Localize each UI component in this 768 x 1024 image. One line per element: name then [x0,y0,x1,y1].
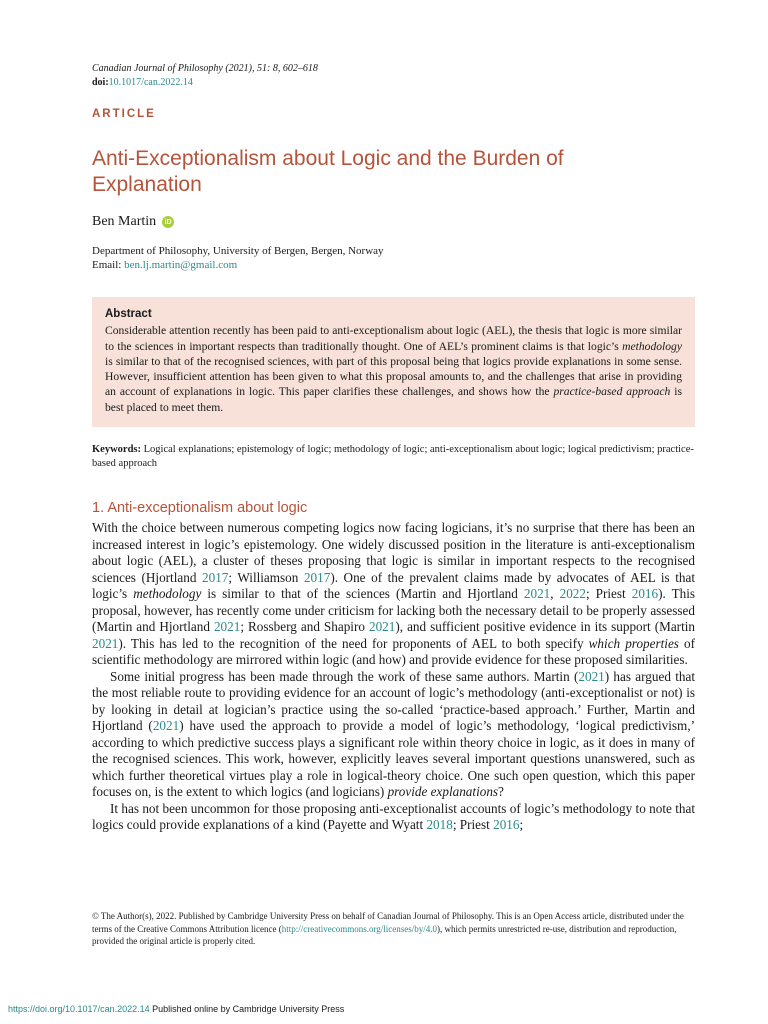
text: ) has argued that the most reliable route to providing evidence for an account of logic’s methodology (anti-exceptionalist or not) is by looking in detail at logician’s practice using the so-called ‘practice-based approach.’ Further, Martin and Hjortland ( [92,668,695,733]
paragraph-1 [92,520,695,669]
text: ). This has led to the recognition of the need for proponents of AEL to both specify [118,635,589,651]
license-link[interactable]: http://creativecommons.org/licenses/by/4.0 [281,923,438,934]
abstract-text-part: is similar to that of the recognised sciences, with part of this proposal being that logics provide explanations in some sense. However, insufficient attention has been given to what this proposal amounts to, and the challenges that arise in providing an account of explanations in logic. This paper clarifies these challenges, and shows how the [105,354,682,399]
citation-link[interactable]: 2021 [578,668,605,684]
citation-link[interactable]: 2021 [523,586,551,601]
text: , [550,586,560,601]
citation-link[interactable]: 2021 [92,635,119,651]
paragraph-3 [92,801,695,834]
text: of scientific methodology are mirrored within logic (and how) and provide evidence for these proposed similarities. [92,635,695,667]
text: With the choice between numerous competing logics now facing logicians, it’s no surprise that there has been an increased interest in logic’s epistemology. One widely discussed position in the literature is anti-exceptionalism about logic (AEL), a cluster of theses proposing that logic is similar in important respects to the recognised sciences (Hjortland [92,520,695,585]
department: Department of Philosophy, University of Bergen, Bergen, Norway [92,245,384,257]
orcid-icon[interactable]: iD [162,216,174,228]
article-type-label: ARTICLE [92,108,156,120]
citation-link[interactable]: 2022 [559,586,586,601]
page-footer [8,1004,344,1014]
section-heading: 1. Anti-exceptionalism about logic [92,500,308,516]
journal-citation [92,62,318,90]
keywords [92,443,695,471]
text: ; Williamson [228,569,304,585]
abstract-box [92,297,695,427]
doi-label: doi: [92,77,109,88]
footer-text: Published online by Cambridge University Press [149,1004,345,1014]
citation-link[interactable]: 2016 [493,817,520,832]
citation-link[interactable]: 2016 [631,586,659,601]
email-label: Email: [92,259,125,271]
doi-link[interactable]: 10.1017/can.2022.14 [108,77,193,88]
text: ; Priest [452,817,494,832]
citation-link[interactable]: 2018 [426,817,453,832]
abstract-text-part: is best placed to meet them. [105,385,683,414]
affiliation [92,244,384,272]
text: ; [519,817,524,832]
text: ; Priest [585,586,632,601]
author-line [92,214,174,230]
keywords-label: Keywords: [92,444,141,455]
citation-link[interactable]: 2021 [368,619,396,634]
copyright-footnote [92,910,695,948]
text: ; Rossberg and Shapiro [240,619,369,634]
abstract-text [105,323,682,415]
keywords-text: Logical explanations; epistemology of logic; methodology of logic; anti-exceptionalism about logic; logical predictivism; practice-based approach [92,444,694,469]
email-link[interactable]: ben.lj.martin@gmail.com [124,259,238,271]
emphasis: which properties [588,635,679,651]
text: ? [498,784,504,799]
abstract-text-part: Considerable attention recently has been paid to anti-exceptionalism about logic (AEL), the thesis that logic is more similar to the sciences in important respects than traditionally thought. One of AEL’s prominent claims is that logic’s [105,324,682,353]
abstract-emphasis: practice-based approach [553,385,671,399]
text: ) have used the approach to provide a model of logic’s methodology, ‘logical predictivism,’ according to which predictive success plays a significant role within theory choice in logic, as it does in many of the recognised sciences. This work, however, explicitly leaves several important questions unanswered, such as which further theoretical virtues play a role in logical-theory choice. One such open question, which this paper focuses on, is the extent to which logics (and logicians) [92,718,696,799]
article-title: Anti-Exceptionalism about Logic and the Burden of Explanation [92,147,564,196]
abstract-emphasis: methodology [622,339,682,353]
text: ). This proposal, however, has recently come under criticism for lacking both the necessary detail to be properly assessed (Martin and Hjortland [92,586,696,634]
abstract-heading: Abstract [105,308,152,320]
text: is similar to that of the sciences (Martin and Hjortland [201,586,524,601]
footer-doi-link[interactable]: https://doi.org/10.1017/can.2022.14 [8,1004,150,1014]
author-name: Ben Martin [92,214,157,229]
citation-link[interactable]: 2021 [152,718,180,733]
body-text [92,520,695,834]
text: It has not been uncommon for those proposing anti-exceptionalist accounts of logic’s methodology to note that logics could provide explanations of a kind (Payette and Wyatt [92,800,695,832]
email-line [92,258,384,272]
text: ), which permits unrestricted re-use, distribution and reproduction, provided the original article is properly cited. [92,923,677,946]
citation-link[interactable]: 2017 [303,569,331,585]
paragraph-2 [92,669,695,801]
text: © The Author(s), 2022. Published by Cambridge University Press on behalf of Canadian Journal of Philosophy. This is an Open Access article, distributed under the terms of the Creative Commons Attribution licence ( [92,911,684,934]
text: ). One of the prevalent claims made by advocates of AEL is that logic’s [92,569,695,601]
citation-link[interactable]: 2017 [202,569,229,585]
citation-link[interactable]: 2021 [213,619,241,634]
doi-line [92,76,318,90]
text: ), and sufficient positive evidence in its support (Martin [395,619,695,634]
journal-name: Canadian Journal of Philosophy (2021), 51: 8, 602–618 [92,63,318,74]
emphasis: methodology [133,586,202,601]
emphasis: provide explanations [387,784,499,799]
text: Some initial progress has been made through the work of these same authors. Martin ( [110,668,579,684]
